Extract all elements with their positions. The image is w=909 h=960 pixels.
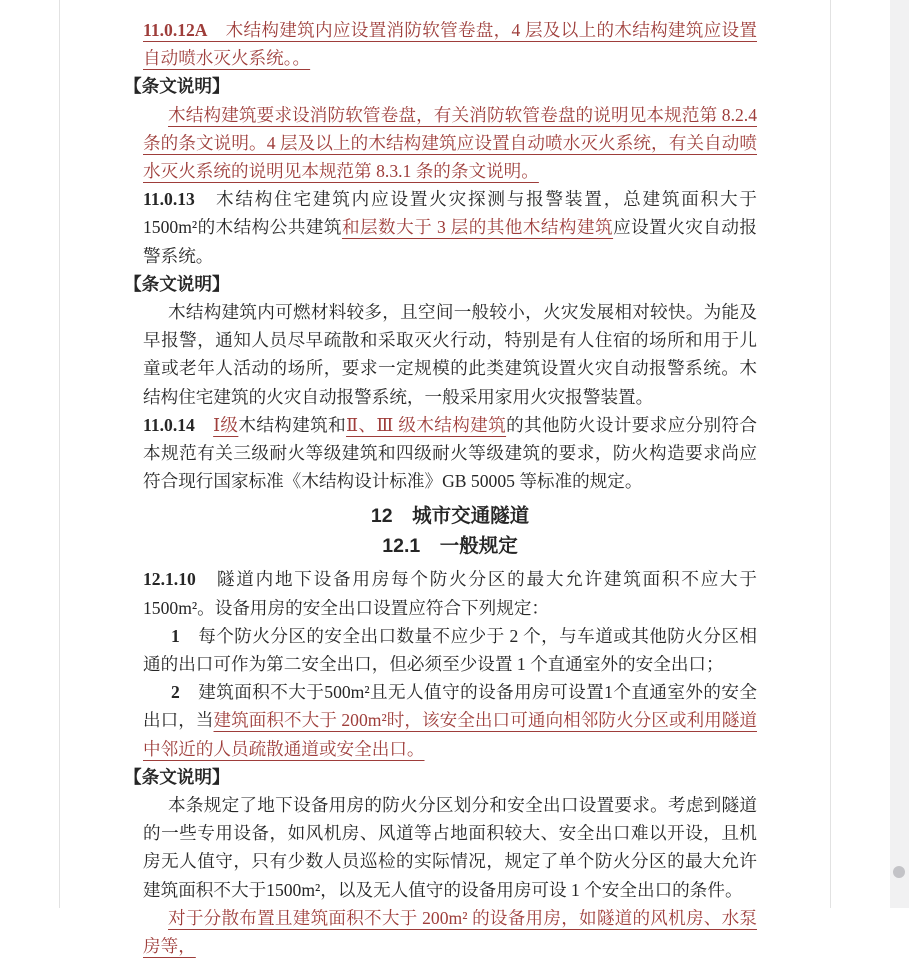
revision-text-run: 木结构建筑内应设置消防软管卷盘，4 层及以上的木结构建筑应设置自动喷水灭火系统。。 (143, 20, 757, 69)
text-run: 木结构建筑和 (238, 414, 347, 435)
text-run: 应设置火灾自动报警系统。 (143, 217, 757, 266)
clause-12-1-10 (143, 565, 757, 621)
revision-text-run: 和层数大于 3 层的其他木结构建筑 (341, 217, 614, 238)
list-item-2 (143, 678, 757, 763)
clause-11-0-12A (143, 16, 757, 72)
note-body-11-0-12A (143, 101, 757, 186)
text-run: 隧道内地下设备用房每个防火分区的最大允许建筑面积不应大于 1500m²。设备用房的安全出口设置应符合下列规定： (143, 569, 757, 618)
chapter-heading (143, 501, 757, 531)
text-run: 11.0.14 (143, 414, 195, 435)
list-item-1 (143, 622, 757, 678)
note-body-12-1-10 (143, 791, 757, 904)
document-content (124, 16, 757, 960)
text-run: 木结构建筑内可燃材料较多，且空间一般较小，火灾发展相对较快。为能及早报警，通知人员尽早疏散和采取灭火行动，特别是有人住宿的场所和用于儿童或老年人活动的场所，要求一定规模的此类建筑设置火灾自动报警系统。木结构住宅建筑的火灾自动报警系统，一般采用家用火灾报警装置。 (143, 302, 757, 407)
scrollbar-track[interactable] (890, 0, 909, 908)
revision-text-run: 木结构建筑要求设消防软管卷盘，有关消防软管卷盘的说明见本规范第 8.2.4 条的条文说明。4 层及以上的木结构建筑应设置自动喷水灭火系统，有关自动喷水灭火系统的说明见本规范第 8.3.1 条的条文说明。 (143, 104, 757, 182)
text-run: 【条文说明】 (124, 273, 230, 294)
text-run: 【条文说明】 (124, 76, 230, 97)
page-right-edge (830, 0, 831, 908)
revision-text-run: Ⅱ、Ⅲ 级木结构建筑 (346, 414, 507, 435)
revision-text-run: Ⅰ级 (213, 414, 239, 435)
text-run: 12 城市交通隧道 (370, 505, 530, 528)
note-label (124, 763, 757, 791)
text-run: 本条规定了地下设备用房的防火分区划分和安全出口设置要求。考虑到隧道的一些专用设备，如风机房、风道等占地面积较大、安全出口难以开设，且机房无人值守，只有少数人员巡检的实际情况，规定了单个防火分区的最大允许建筑面积不大于1500m²，以及无人值守的设备用房可设 1 个安全出口的条件。 (143, 795, 757, 900)
text-run: 12.1 一般规定 (382, 535, 518, 558)
text-run: 建筑面积不大于500m²且无人值守的设备用房可设置1个直通室外的安全出口，当 (143, 682, 757, 731)
text-run: 11.0.13 (143, 189, 195, 210)
note-label (124, 270, 757, 298)
note-label (124, 72, 757, 100)
text-run: 每个防火分区的安全出口数量不应少于 2 个，与车道或其他防火分区相通的出口可作为第二安全出口，但必须至少设置 1 个直通室外的安全出口； (143, 625, 757, 675)
text-run: 【条文说明】 (124, 766, 230, 787)
note-body-12-1-10-cont (143, 904, 757, 960)
scroll-indicator-dot[interactable] (893, 866, 905, 878)
clause-11-0-14 (143, 411, 757, 496)
text-run: 1 (171, 625, 180, 646)
text-run: 的其他防火设计要求应分别符合本规范有关三级耐火等级建筑和四级耐火等级建筑的要求，防火构造要求尚应符合现行国家标准《木结构设计标准》GB 50005 等标准的规定。 (143, 414, 757, 492)
text-run (195, 415, 213, 435)
revision-text-run: 11.0.12A (143, 20, 208, 40)
text-run: 木结构住宅建筑内应设置火灾探测与报警装置，总建筑面积大于 1500m²的木结构公共建筑 (143, 189, 757, 238)
clause-11-0-13 (143, 185, 757, 270)
revision-text-run: 建筑面积不大于 200m²时，该安全出口可通向相邻防火分区或利用隧道中邻近的人员疏散通道或安全出口。 (143, 710, 757, 759)
revision-text-run: 对于分散布置且建筑面积不大于 200m² 的设备用房，如隧道的风机房、水泵房等， (143, 907, 757, 957)
section-heading (143, 531, 757, 561)
note-body-11-0-13 (143, 298, 757, 411)
text-run: 12.1.10 (143, 569, 196, 590)
text-run: 2 (171, 682, 180, 703)
page-left-edge (59, 0, 60, 908)
